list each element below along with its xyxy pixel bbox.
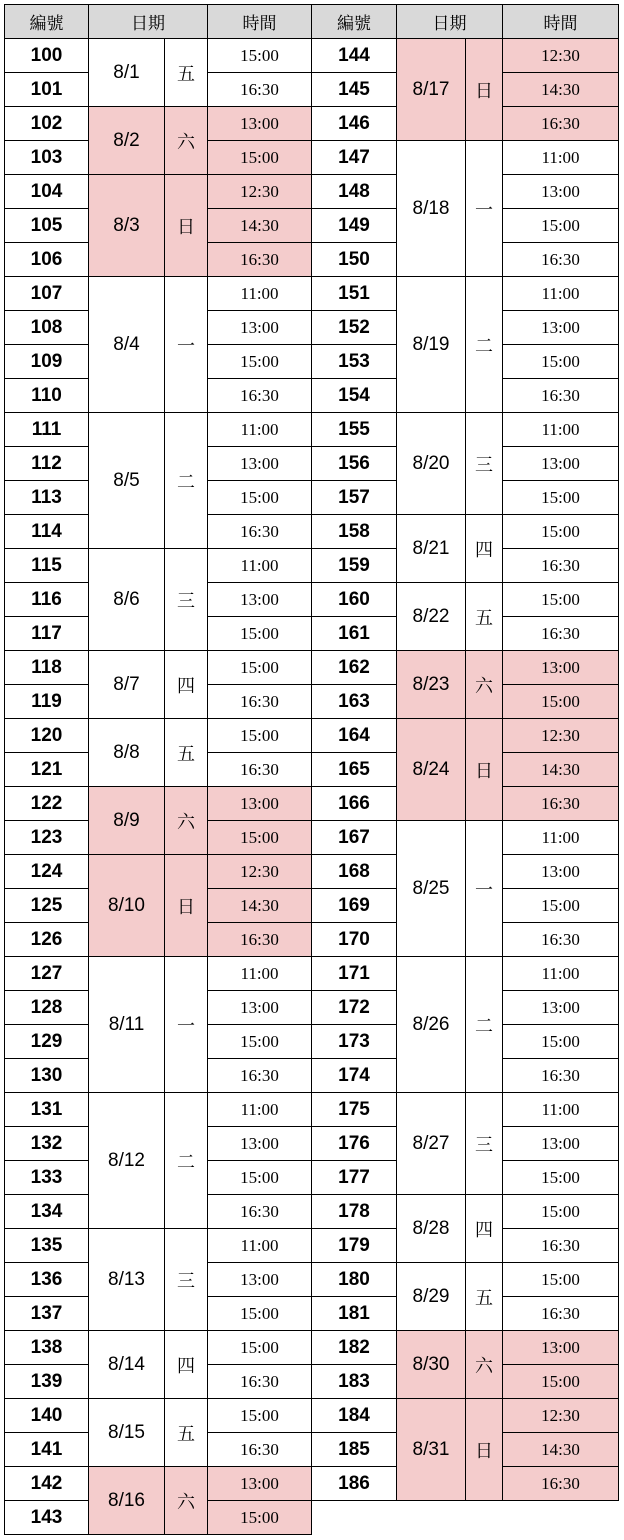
time-slot: 12:30 xyxy=(207,854,312,889)
weekday-cell: 五 xyxy=(164,38,208,107)
time-slot: 16:30 xyxy=(207,72,312,107)
time-slot: 13:00 xyxy=(502,650,619,685)
ticket-number: 112 xyxy=(4,446,89,481)
ticket-number: 186 xyxy=(311,1466,397,1501)
time-slot: 11:00 xyxy=(502,1092,619,1127)
date-cell: 8/17 xyxy=(396,38,466,141)
weekday-cell: 日 xyxy=(465,38,503,141)
ticket-number: 131 xyxy=(4,1092,89,1127)
header-time-right: 時間 xyxy=(502,4,619,39)
weekday-cell: 日 xyxy=(465,1398,503,1501)
time-slot: 15:00 xyxy=(207,140,312,175)
weekday-cell: 六 xyxy=(465,650,503,719)
ticket-number: 182 xyxy=(311,1330,397,1365)
date-cell: 8/19 xyxy=(396,276,466,413)
ticket-number: 125 xyxy=(4,888,89,923)
weekday-cell: 一 xyxy=(465,140,503,277)
ticket-number: 129 xyxy=(4,1024,89,1059)
ticket-number: 155 xyxy=(311,412,397,447)
ticket-number: 113 xyxy=(4,480,89,515)
ticket-number: 107 xyxy=(4,276,89,311)
ticket-number: 179 xyxy=(311,1228,397,1263)
weekday-cell: 三 xyxy=(465,1092,503,1195)
time-slot: 16:30 xyxy=(502,922,619,957)
ticket-number: 142 xyxy=(4,1466,89,1501)
ticket-number: 185 xyxy=(311,1432,397,1467)
time-slot: 15:00 xyxy=(207,1296,312,1331)
time-slot: 13:00 xyxy=(207,106,312,141)
time-slot: 16:30 xyxy=(502,106,619,141)
time-slot: 15:00 xyxy=(207,616,312,651)
time-slot: 13:00 xyxy=(502,446,619,481)
date-cell: 8/11 xyxy=(88,956,165,1093)
time-slot: 15:00 xyxy=(207,1160,312,1195)
ticket-number: 145 xyxy=(311,72,397,107)
date-cell: 8/24 xyxy=(396,718,466,821)
ticket-number: 102 xyxy=(4,106,89,141)
ticket-number: 133 xyxy=(4,1160,89,1195)
header-number-right: 編號 xyxy=(311,4,397,39)
ticket-number: 100 xyxy=(4,38,89,73)
time-slot: 16:30 xyxy=(502,786,619,821)
date-cell: 8/26 xyxy=(396,956,466,1093)
date-cell: 8/23 xyxy=(396,650,466,719)
header-number-left: 編號 xyxy=(4,4,89,39)
weekday-cell: 一 xyxy=(465,820,503,957)
ticket-number: 151 xyxy=(311,276,397,311)
time-slot: 16:30 xyxy=(207,514,312,549)
weekday-cell: 六 xyxy=(164,1466,208,1535)
time-slot: 15:00 xyxy=(207,38,312,73)
ticket-number: 171 xyxy=(311,956,397,991)
ticket-number: 114 xyxy=(4,514,89,549)
time-slot: 15:00 xyxy=(502,514,619,549)
weekday-cell: 一 xyxy=(164,276,208,413)
weekday-cell: 五 xyxy=(164,1398,208,1467)
ticket-number: 150 xyxy=(311,242,397,277)
ticket-number: 116 xyxy=(4,582,89,617)
time-slot: 11:00 xyxy=(502,276,619,311)
time-slot: 16:30 xyxy=(207,752,312,787)
time-slot: 14:30 xyxy=(207,888,312,923)
date-cell: 8/13 xyxy=(88,1228,165,1331)
time-slot: 15:00 xyxy=(502,582,619,617)
time-slot: 15:00 xyxy=(502,684,619,719)
time-slot: 11:00 xyxy=(207,548,312,583)
ticket-number: 130 xyxy=(4,1058,89,1093)
ticket-number: 117 xyxy=(4,616,89,651)
date-cell: 8/14 xyxy=(88,1330,165,1399)
time-slot: 12:30 xyxy=(502,1398,619,1433)
ticket-number: 109 xyxy=(4,344,89,379)
weekday-cell: 一 xyxy=(164,956,208,1093)
time-slot: 16:30 xyxy=(502,1058,619,1093)
time-slot: 15:00 xyxy=(502,1160,619,1195)
time-slot: 13:00 xyxy=(502,174,619,209)
weekday-cell: 三 xyxy=(164,1228,208,1331)
time-slot: 16:30 xyxy=(502,616,619,651)
ticket-number: 152 xyxy=(311,310,397,345)
ticket-number: 122 xyxy=(4,786,89,821)
weekday-cell: 二 xyxy=(164,412,208,549)
ticket-number: 138 xyxy=(4,1330,89,1365)
time-slot: 15:00 xyxy=(207,718,312,753)
ticket-number: 132 xyxy=(4,1126,89,1161)
weekday-cell: 六 xyxy=(465,1330,503,1399)
time-slot: 13:00 xyxy=(207,310,312,345)
time-slot: 16:30 xyxy=(207,242,312,277)
ticket-number: 123 xyxy=(4,820,89,855)
ticket-number: 108 xyxy=(4,310,89,345)
time-slot: 16:30 xyxy=(502,1466,619,1501)
time-slot: 16:30 xyxy=(207,1058,312,1093)
weekday-cell: 五 xyxy=(164,718,208,787)
time-slot: 12:30 xyxy=(502,38,619,73)
time-slot: 16:30 xyxy=(207,1194,312,1229)
date-cell: 8/3 xyxy=(88,174,165,277)
time-slot: 14:30 xyxy=(207,208,312,243)
time-slot: 15:00 xyxy=(502,1364,619,1399)
time-slot: 12:30 xyxy=(207,174,312,209)
ticket-number: 178 xyxy=(311,1194,397,1229)
ticket-number: 111 xyxy=(4,412,89,447)
ticket-number: 147 xyxy=(311,140,397,175)
time-slot: 13:00 xyxy=(502,854,619,889)
ticket-number: 149 xyxy=(311,208,397,243)
time-slot: 13:00 xyxy=(207,786,312,821)
ticket-number: 180 xyxy=(311,1262,397,1297)
ticket-number: 136 xyxy=(4,1262,89,1297)
time-slot: 14:30 xyxy=(502,752,619,787)
date-cell: 8/28 xyxy=(396,1194,466,1263)
ticket-number: 154 xyxy=(311,378,397,413)
time-slot: 13:00 xyxy=(502,1330,619,1365)
ticket-number: 175 xyxy=(311,1092,397,1127)
time-slot: 13:00 xyxy=(207,990,312,1025)
date-cell: 8/1 xyxy=(88,38,165,107)
time-slot: 16:30 xyxy=(207,378,312,413)
ticket-number: 163 xyxy=(311,684,397,719)
date-cell: 8/7 xyxy=(88,650,165,719)
time-slot: 11:00 xyxy=(207,276,312,311)
ticket-number: 162 xyxy=(311,650,397,685)
date-cell: 8/21 xyxy=(396,514,466,583)
ticket-number: 172 xyxy=(311,990,397,1025)
ticket-number: 144 xyxy=(311,38,397,73)
ticket-number: 110 xyxy=(4,378,89,413)
date-cell: 8/2 xyxy=(88,106,165,175)
date-cell: 8/4 xyxy=(88,276,165,413)
ticket-number: 167 xyxy=(311,820,397,855)
ticket-number: 168 xyxy=(311,854,397,889)
ticket-number: 139 xyxy=(4,1364,89,1399)
header-date-left: 日期 xyxy=(88,4,208,39)
time-slot: 11:00 xyxy=(502,412,619,447)
time-slot: 16:30 xyxy=(207,922,312,957)
time-slot: 15:00 xyxy=(207,344,312,379)
time-slot: 14:30 xyxy=(502,1432,619,1467)
time-slot: 13:00 xyxy=(207,1466,312,1501)
time-slot: 15:00 xyxy=(207,1330,312,1365)
date-cell: 8/16 xyxy=(88,1466,165,1535)
weekday-cell: 六 xyxy=(164,106,208,175)
time-slot: 16:30 xyxy=(502,242,619,277)
date-cell: 8/25 xyxy=(396,820,466,957)
time-slot: 13:00 xyxy=(207,582,312,617)
ticket-number: 184 xyxy=(311,1398,397,1433)
time-slot: 16:30 xyxy=(207,1364,312,1399)
ticket-number: 105 xyxy=(4,208,89,243)
weekday-cell: 五 xyxy=(465,1262,503,1331)
date-cell: 8/29 xyxy=(396,1262,466,1331)
ticket-number: 103 xyxy=(4,140,89,175)
time-slot: 15:00 xyxy=(207,480,312,515)
time-slot: 11:00 xyxy=(502,140,619,175)
ticket-number: 106 xyxy=(4,242,89,277)
date-cell: 8/30 xyxy=(396,1330,466,1399)
time-slot: 15:00 xyxy=(207,1398,312,1433)
time-slot: 16:30 xyxy=(502,548,619,583)
weekday-cell: 四 xyxy=(164,650,208,719)
weekday-cell: 日 xyxy=(164,854,208,957)
weekday-cell: 三 xyxy=(164,548,208,651)
ticket-number: 156 xyxy=(311,446,397,481)
ticket-number: 104 xyxy=(4,174,89,209)
ticket-number: 146 xyxy=(311,106,397,141)
time-slot: 13:00 xyxy=(207,446,312,481)
time-slot: 13:00 xyxy=(502,310,619,345)
weekday-cell: 日 xyxy=(164,174,208,277)
time-slot: 15:00 xyxy=(502,1024,619,1059)
ticket-number: 159 xyxy=(311,548,397,583)
time-slot: 13:00 xyxy=(502,990,619,1025)
date-cell: 8/10 xyxy=(88,854,165,957)
weekday-cell: 二 xyxy=(164,1092,208,1229)
time-slot: 15:00 xyxy=(207,650,312,685)
time-slot: 15:00 xyxy=(207,1024,312,1059)
time-slot: 15:00 xyxy=(207,820,312,855)
ticket-number: 141 xyxy=(4,1432,89,1467)
ticket-number: 121 xyxy=(4,752,89,787)
ticket-number: 140 xyxy=(4,1398,89,1433)
weekday-cell: 四 xyxy=(465,514,503,583)
ticket-number: 166 xyxy=(311,786,397,821)
ticket-number: 118 xyxy=(4,650,89,685)
time-slot: 14:30 xyxy=(502,72,619,107)
weekday-cell: 二 xyxy=(465,276,503,413)
time-slot: 11:00 xyxy=(207,1228,312,1263)
date-cell: 8/18 xyxy=(396,140,466,277)
time-slot: 15:00 xyxy=(502,1194,619,1229)
ticket-number: 134 xyxy=(4,1194,89,1229)
date-cell: 8/5 xyxy=(88,412,165,549)
time-slot: 13:00 xyxy=(502,1126,619,1161)
date-cell: 8/31 xyxy=(396,1398,466,1501)
ticket-number: 148 xyxy=(311,174,397,209)
ticket-number: 173 xyxy=(311,1024,397,1059)
weekday-cell: 四 xyxy=(465,1194,503,1263)
ticket-number: 164 xyxy=(311,718,397,753)
time-slot: 15:00 xyxy=(502,208,619,243)
ticket-number: 165 xyxy=(311,752,397,787)
ticket-number: 127 xyxy=(4,956,89,991)
time-slot: 11:00 xyxy=(502,956,619,991)
time-slot: 16:30 xyxy=(502,378,619,413)
ticket-number: 115 xyxy=(4,548,89,583)
ticket-number: 157 xyxy=(311,480,397,515)
ticket-number: 160 xyxy=(311,582,397,617)
ticket-number: 176 xyxy=(311,1126,397,1161)
ticket-number: 143 xyxy=(4,1500,89,1535)
weekday-cell: 三 xyxy=(465,412,503,515)
time-slot: 16:30 xyxy=(502,1296,619,1331)
weekday-cell: 二 xyxy=(465,956,503,1093)
ticket-number: 101 xyxy=(4,72,89,107)
ticket-number: 174 xyxy=(311,1058,397,1093)
ticket-number: 153 xyxy=(311,344,397,379)
time-slot: 11:00 xyxy=(207,412,312,447)
ticket-number: 120 xyxy=(4,718,89,753)
time-slot: 11:00 xyxy=(207,1092,312,1127)
time-slot: 15:00 xyxy=(502,1262,619,1297)
weekday-cell: 日 xyxy=(465,718,503,821)
ticket-number: 124 xyxy=(4,854,89,889)
date-cell: 8/8 xyxy=(88,718,165,787)
ticket-number: 177 xyxy=(311,1160,397,1195)
time-slot: 16:30 xyxy=(207,1432,312,1467)
date-cell: 8/15 xyxy=(88,1398,165,1467)
weekday-cell: 六 xyxy=(164,786,208,855)
ticket-number: 170 xyxy=(311,922,397,957)
ticket-number: 181 xyxy=(311,1296,397,1331)
time-slot: 11:00 xyxy=(502,820,619,855)
time-slot: 13:00 xyxy=(207,1126,312,1161)
date-cell: 8/6 xyxy=(88,548,165,651)
ticket-number: 161 xyxy=(311,616,397,651)
time-slot: 12:30 xyxy=(502,718,619,753)
ticket-number: 128 xyxy=(4,990,89,1025)
header-date-right: 日期 xyxy=(396,4,503,39)
ticket-number: 183 xyxy=(311,1364,397,1399)
time-slot: 11:00 xyxy=(207,956,312,991)
weekday-cell: 五 xyxy=(465,582,503,651)
time-slot: 16:30 xyxy=(207,684,312,719)
time-slot: 15:00 xyxy=(502,888,619,923)
time-slot: 15:00 xyxy=(502,344,619,379)
date-cell: 8/12 xyxy=(88,1092,165,1229)
ticket-number: 169 xyxy=(311,888,397,923)
date-cell: 8/27 xyxy=(396,1092,466,1195)
date-cell: 8/20 xyxy=(396,412,466,515)
weekday-cell: 四 xyxy=(164,1330,208,1399)
time-slot: 15:00 xyxy=(207,1500,312,1535)
header-time-left: 時間 xyxy=(207,4,312,39)
ticket-number: 137 xyxy=(4,1296,89,1331)
date-cell: 8/9 xyxy=(88,786,165,855)
ticket-number: 135 xyxy=(4,1228,89,1263)
ticket-number: 126 xyxy=(4,922,89,957)
time-slot: 16:30 xyxy=(502,1228,619,1263)
time-slot: 13:00 xyxy=(207,1262,312,1297)
date-cell: 8/22 xyxy=(396,582,466,651)
time-slot: 15:00 xyxy=(502,480,619,515)
ticket-number: 158 xyxy=(311,514,397,549)
ticket-number: 119 xyxy=(4,684,89,719)
